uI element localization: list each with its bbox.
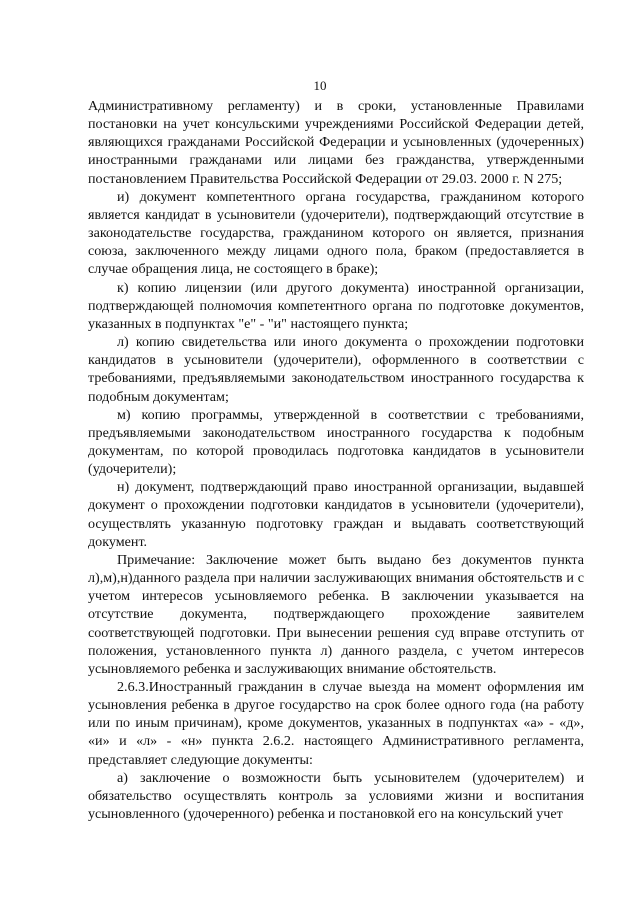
paragraph-section-2-6-3: 2.6.3.Иностранный гражданин в случае выезда на момент оформления им усыновления ребенка в другое государство на срок более одного года (на работу или по иным причинам), кроме документов, указанных в подпунктах «а» - «д», «и» и «л» - «н» пункта 2.6.2. настоящего Административного регламента, представляет следующие документы: [88,679,584,768]
document-body [88,97,584,823]
paragraph-item-i: и) документ компетентного органа государства, гражданином которого является кандидат в усыновители (удочерители), подтверждающий отсутствие в законодательстве государства, гражданином которого он является, признания союза, заключенного между лицами одного пола, браком (предоставляется в случае обращения лица, не состоящего в браке); [88,188,584,278]
paragraph-item-k: к) копию лицензии (или другого документа) иностранной организации, подтверждающей полномочия компетентного органа по подготовке документов, указанных в подпунктах "е" - "и" настоящего пункта; [88,279,584,332]
paragraph-item-l: л) копию свидетельства или иного документа о прохождении подготовки кандидатов в усыновители (удочерители), оформленного в соответствии с требованиями, предъявляемыми законодательством иностранного государства к подобным документам; [88,334,584,405]
paragraph-item-m: м) копию программы, утвержденной в соответствии с требованиями, предъявляемыми законодательством иностранного государства к подобным документам, по которой проводилась подготовка кандидатов в усыновители (удочерители); [88,406,584,478]
paragraph-item-a: а) заключение о возможности быть усыновителем (удочерителем) и обязательство осуществлять контроль за условиями жизни и воспитания усыновленного (удочеренного) ребенка и постановкой его на консульский учет [88,769,584,823]
paragraph-note: Примечание: Заключение может быть выдано без документов пункта л),м),н)данного раздела при наличии заслуживающих внимания обстоятельств и с учетом интересов усыновляемого ребенка. В заключении указывается на отсутствие документа, подтверждающего прохождение заявителем соответствующей подготовки. При вынесении решения суд вправе отступить от положения, установленного пункта л) данного раздела, с учетом интересов усыновляемого ребенка и заслуживающих внимание обстоятельств. [88,551,584,677]
paragraph-item-n: н) документ, подтверждающий право иностранной организации, выдавшей документ о прохождении подготовки кандидатов в усыновители (удочерители), осуществлять указанную подготовку граждан и выдавать соответствующий документ. [88,479,584,550]
paragraph-continuation: Административному регламенту) и в сроки, установленные Правилами постановки на учет консульскими учреждениями Российской Федерации детей, являющихся гражданами Российской Федерации и усыновленных (удочеренных) иностранными гражданами или лицами без гражданства, утвержденными постановлением Правительства Российской Федерации от 29.03. 2000 г. N 275; [88,98,584,187]
page-number: 10 [313,78,327,93]
